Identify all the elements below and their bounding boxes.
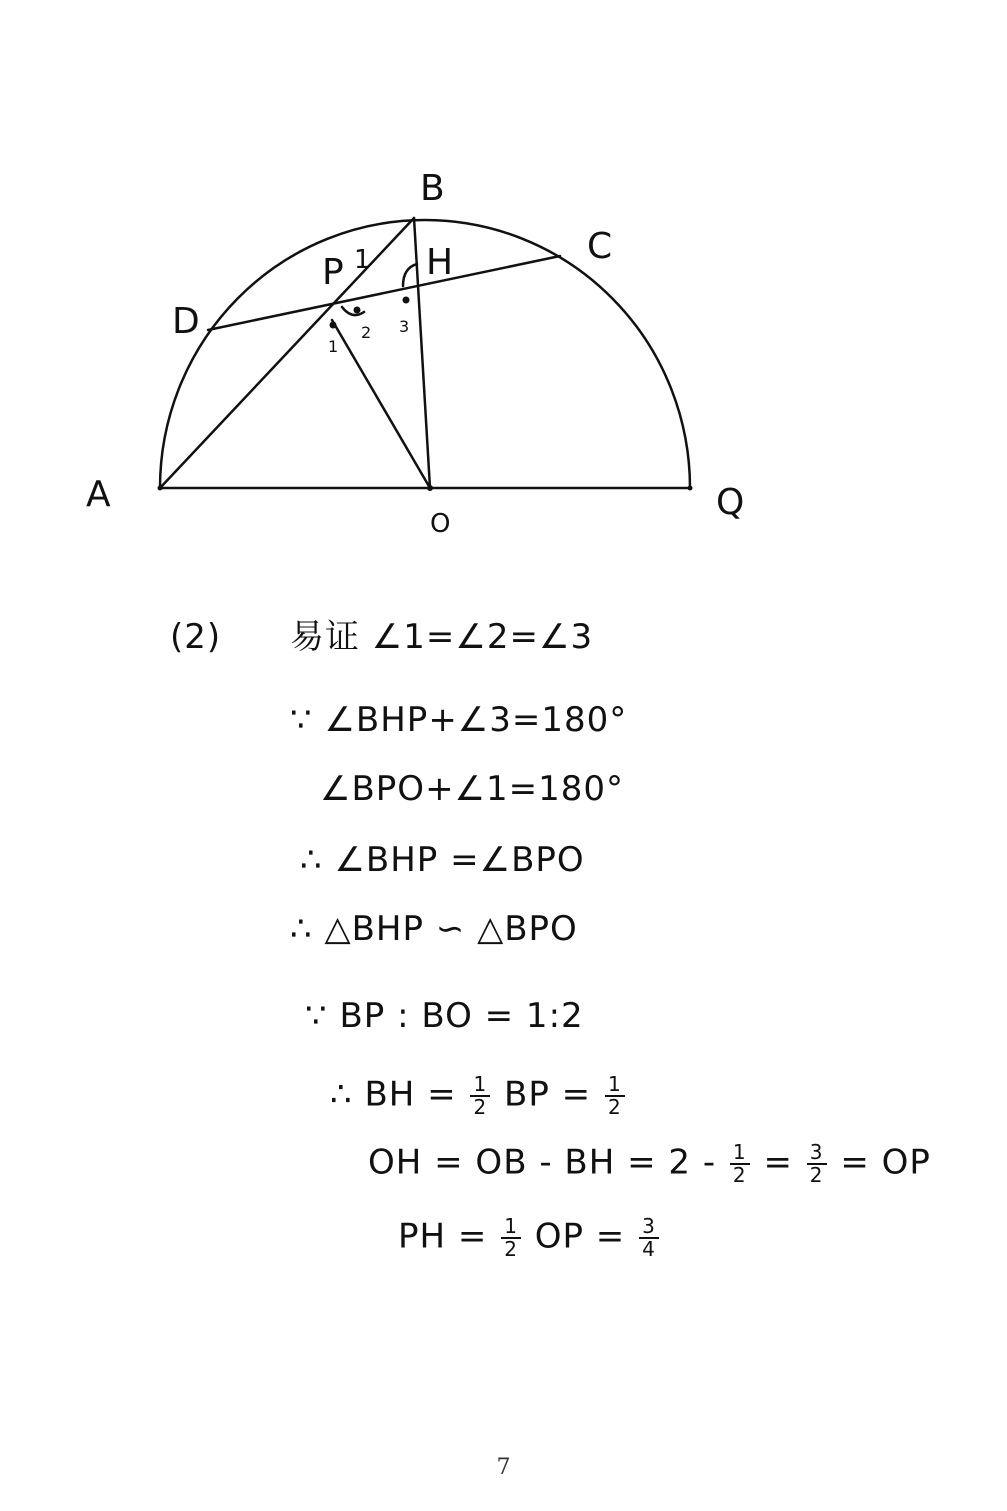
label-D: D bbox=[172, 301, 200, 342]
point-A-dot bbox=[158, 486, 163, 491]
line9-middle: OP = bbox=[534, 1216, 626, 1257]
proof-line-4: ∴ ∠BHP =∠BPO bbox=[300, 840, 585, 880]
label-Q: Q bbox=[716, 482, 745, 523]
segment-PO bbox=[332, 320, 430, 488]
angle-dot-1 bbox=[330, 322, 337, 329]
proof-line-8 bbox=[368, 1142, 931, 1186]
line8-prefix: OH = OB - BH = 2 - bbox=[368, 1142, 717, 1183]
fraction-three-quarters: $\frac{3}{4}$ bbox=[639, 1216, 659, 1260]
line8-equals: = bbox=[763, 1142, 793, 1183]
angle-label-3: 3 bbox=[399, 317, 410, 336]
label-A: A bbox=[86, 474, 111, 515]
line7-prefix: ∴ BH = bbox=[330, 1074, 457, 1115]
proof-line-9 bbox=[398, 1216, 661, 1260]
label-C: C bbox=[587, 226, 613, 267]
proof-part-label: (2) bbox=[170, 617, 222, 657]
fraction-one-half: $\frac{1}{2}$ bbox=[501, 1216, 521, 1260]
page-number: 7 bbox=[496, 1455, 511, 1480]
line8-suffix: = OP bbox=[840, 1142, 931, 1183]
fraction-one-half: $\frac{1}{2}$ bbox=[605, 1074, 625, 1118]
label-P: P bbox=[322, 252, 344, 293]
angle-arc-H bbox=[403, 264, 417, 286]
label-H: H bbox=[426, 242, 454, 283]
label-O: O bbox=[430, 509, 451, 539]
proof-line-2: ∵ ∠BHP+∠3=180° bbox=[290, 700, 628, 740]
label-B: B bbox=[420, 168, 445, 209]
angle-dot-3 bbox=[403, 297, 410, 304]
fraction-one-half: $\frac{1}{2}$ bbox=[470, 1074, 490, 1118]
proof-line-1: 易证 ∠1=∠2=∠3 bbox=[290, 617, 594, 657]
proof-line-5: ∴ △BHP ∽ △BPO bbox=[290, 909, 578, 949]
proof-line-3: ∠BPO+∠1=180° bbox=[320, 769, 625, 809]
angle-dot-2 bbox=[354, 307, 361, 314]
point-O-dot bbox=[427, 485, 433, 491]
angle-label-1-top: 1 bbox=[354, 245, 371, 275]
angle-arc-2 bbox=[342, 307, 364, 315]
proof-line-6: ∵ BP : BO = 1:2 bbox=[305, 996, 584, 1036]
fraction-three-halves: $\frac{3}{2}$ bbox=[807, 1142, 827, 1186]
fraction-one-half: $\frac{1}{2}$ bbox=[730, 1142, 750, 1186]
proof-line-7 bbox=[330, 1074, 627, 1118]
point-Q-dot bbox=[688, 486, 693, 491]
chord-DC bbox=[208, 256, 560, 330]
angle-label-2: 2 bbox=[361, 323, 372, 342]
line9-prefix: PH = bbox=[398, 1216, 488, 1257]
line7-middle: BP = bbox=[504, 1074, 592, 1115]
angle-label-1: 1 bbox=[328, 337, 339, 356]
